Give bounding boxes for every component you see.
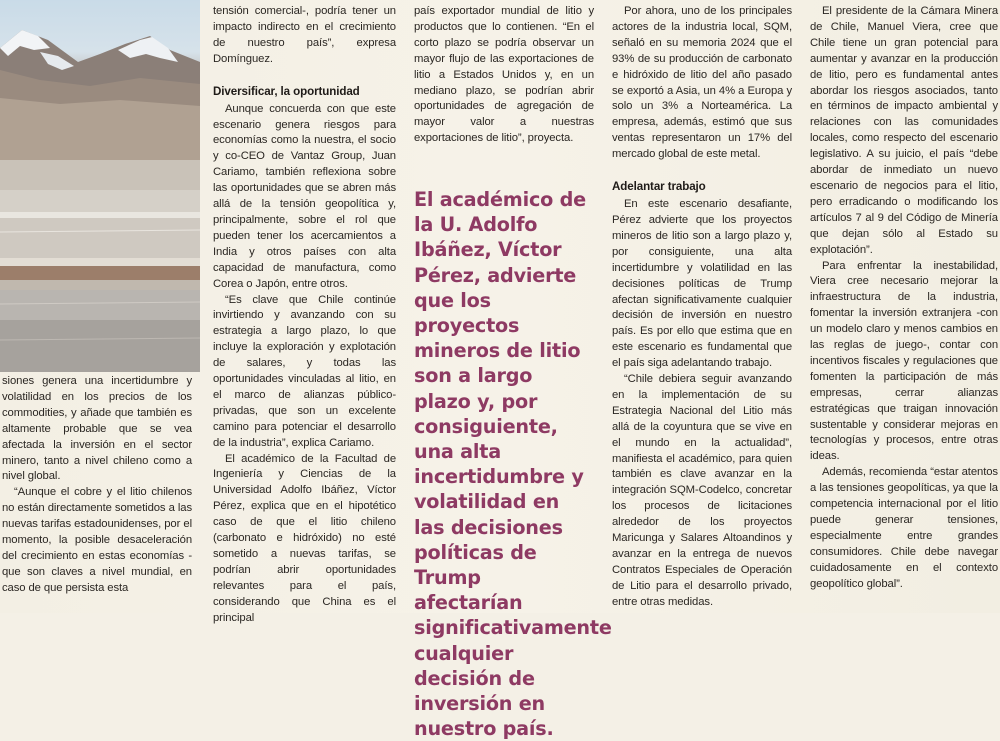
paragraph: tensión comercial-, podría tener un impacto indirecto en el crecimiento de nuestro país”, expresa Domínguez. [213, 5, 396, 65]
paragraph: Además, recomienda “estar atentos a las tensiones geopolíticas, ya que la competencia internacional por el litio puede generar tensiones, especialmente entre grandes consumidores. Chile debe navegar cuidadosamente en el contexto geopolítico global”. [810, 466, 998, 590]
paragraph: En este escenario desafiante, Pérez advierte que los proyectos mineros de litio son a largo plazo y, por consiguiente, una alta incertidumbre y volatilidad en las decisiones políticas de Trump afectan significativamente cualquier decisión de inversión en nuestro país. Es por ello que estima que en este escenario es fundamental que el país siga adelantando trabajo. [612, 198, 792, 370]
column-1 [2, 374, 192, 597]
column-4 [612, 4, 792, 611]
paragraph: país exportador mundial de litio y productos que lo contienen. “En el corto plazo se podría observar un mayor flujo de las exportaciones de litio a Estados Unidos y, en un mediano plazo, se podrían abrir oportunidades de agregación de mayor valor a nuestras exportaciones de litio”, proyecta. [414, 5, 594, 145]
mountain-landscape-photo [0, 0, 200, 372]
column-5 [810, 4, 998, 593]
paragraph: “Chile debiera seguir avanzando en la implementación de su Estrategia Nacional del Litio más allá de la coyuntura que se vive en el mundo en la actualidad”, manifiesta el académico, para quien también es clave avanzar en la integración SQM-Codelco, concretar los procesos de licitaciones alrededor de los proyectos Maricunga y Salares Altoandinos y avanzar en la entrega de nuevos Contratos Especiales de Operación de Litio para el desarrollo privado, entre otras medidas. [612, 373, 792, 608]
section-heading: Adelantar trabajo [612, 180, 706, 194]
paragraph: “Es clave que Chile continúe invirtiendo y avanzando con su estrategia a largo plazo, lo que incluye la exploración y explotación de salares, y todas las oportunidades vinculadas al litio, en el marco de alianzas público-privadas, que son un excelente camino para potenciar el desarrollo de la industria”, explica Cariamo. [213, 293, 396, 449]
paragraph: Aunque concuerda con que este escenario genera riesgos para economías como la nuestra, el socio y co-CEO de Vantaz Group, Juan Cariamo, también reflexiona sobre las oportunidades que se abren más allá de la tensión geopolítica y, principalmente, sobre el rol que pueden tener los acercamientos a India y otros países con alta capacidad de manufactura, como Corea o Japón, entre otros. [213, 102, 396, 290]
section-heading: Diversificar, la oportunidad [213, 84, 360, 98]
pull-quote: El académico de la U. Adolfo Ibáñez, Víctor Pérez, advierte que los proyectos mineros de litio son a largo plazo y, por consiguiente, una alta incertidumbre y volatilidad en las decisiones políticas de Trump afectarían significativamente cualquier decisión de inversión en nuestro país. [414, 188, 612, 741]
paragraph: siones genera una incertidumbre y volatilidad en los precios de los commodities, y añade que también es altamente probable que se vea afectada la inversión en el sector minero, tanto a nivel chileno como a nivel global. [2, 375, 192, 483]
column-3 [414, 4, 594, 147]
paragraph: Para enfrentar la inestabilidad, Viera cree necesario mejorar la infraestructura de la industria, fomentar la inversión extranjera -con un modelo claro y menos cambios en las reglas de juego-, contar con incentivos fiscales y regulaciones que fomenten la participación de más empresas, cerrar alianzas estratégicas que traigan innovación sustentable y considerar mejoras en tecnologías y procesos, entre otras ideas. [810, 259, 998, 463]
paragraph: El académico de la Facultad de Ingeniería y Ciencias de la Universidad Adolfo Ibáñez, Víctor Pérez, explica que en el hipotético caso de que el litio chileno (carbonato e hidróxido) no esté sometido a nuevas tarifas, se podrían abrir oportunidades relevantes para el país, considerando que China es el principal [213, 452, 396, 624]
paragraph: Por ahora, uno de los principales actores de la industria local, SQM, señaló en su memoria 2024 que el 93% de su producción de carbonato e hidróxido de litio del año pasado se exportó a Asia, un 4% a Europa y solo un 3% a Norteamérica. La empresa, además, estimó que sus ventas representaron un 17% del mercado global de este metal. [612, 5, 792, 161]
paragraph: “Aunque el cobre y el litio chilenos no están directamente sometidos a las nuevas tarifas estadounidenses, por el momento, la posible desaceleración del crecimiento en estas economías -que son claves a nivel mundial, en caso de que persista esta [2, 486, 192, 594]
landscape-illustration [0, 0, 200, 372]
paragraph: El presidente de la Cámara Minera de Chile, Manuel Viera, cree que Chile tiene un gran potencial para aumentar y avanzar en la producción de litio, pero es fundamental antes abordar los riesgos asociados, tanto en términos de impacto ambiental y relaciones con las comunidades locales, como respecto del escenario legislativo. A su juicio, el país “debe abordar de inmediato un nuevo escenario de negocios para el litio, pero erradicando o modificando los artículos 7 al 9 del Código de Minería que dejan sólo al Estado su explotación”. [810, 5, 998, 256]
column-2 [213, 4, 396, 627]
